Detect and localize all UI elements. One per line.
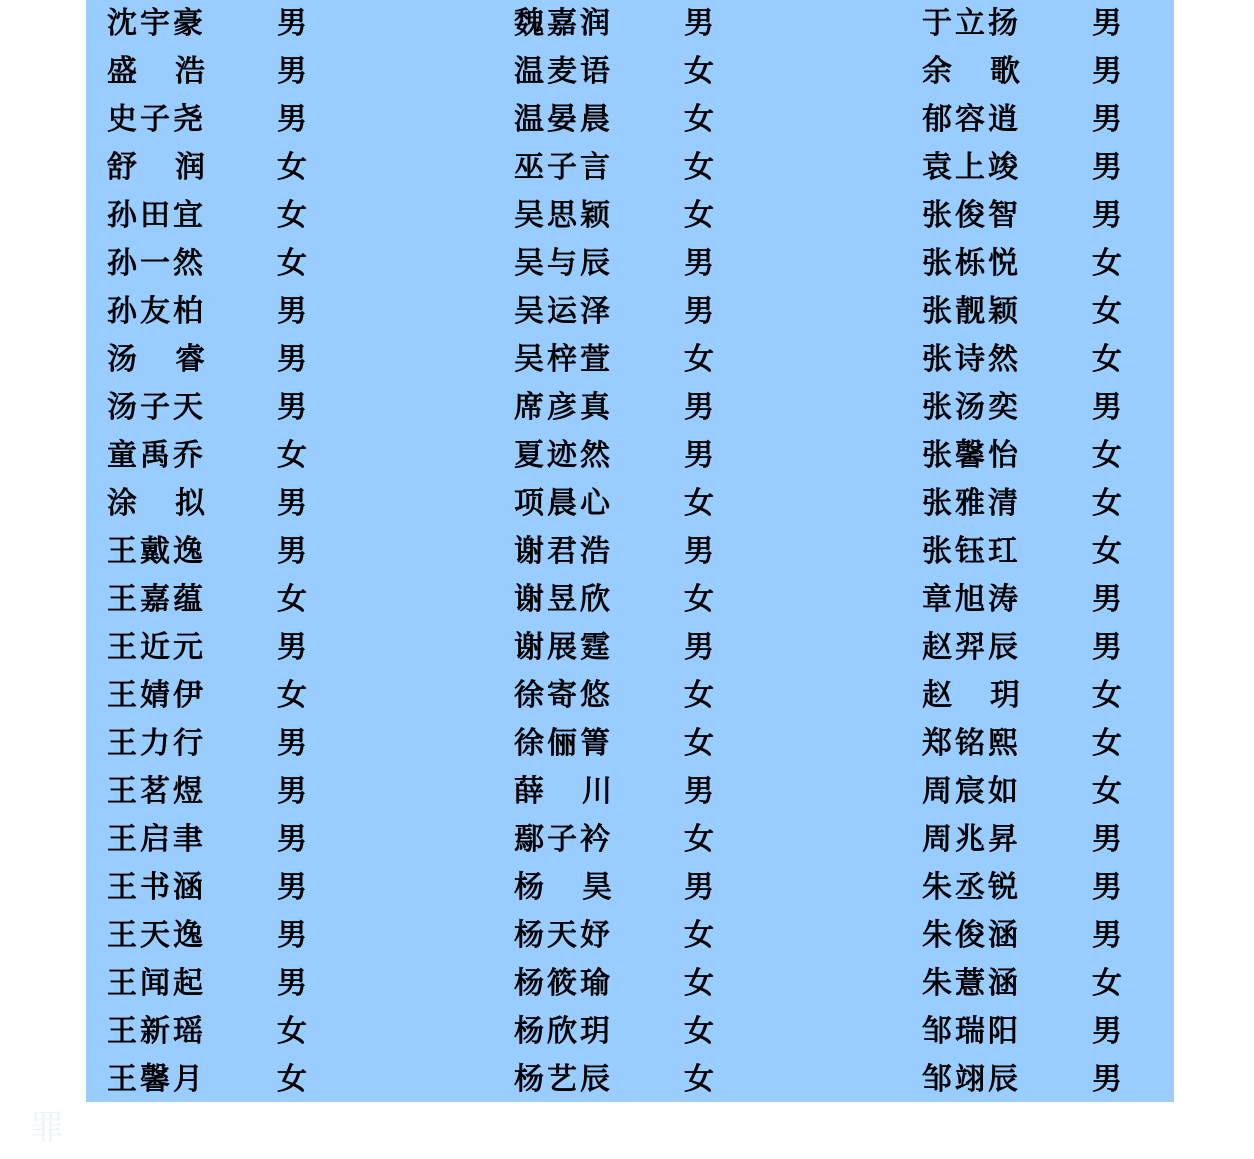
student-gender: 女 (277, 1014, 307, 1049)
table-row (514, 1056, 774, 1104)
table-row (922, 336, 1182, 384)
student-name: 王启聿 (107, 822, 206, 857)
table-row (514, 768, 774, 816)
table-row (922, 48, 1182, 96)
student-gender: 男 (1092, 1062, 1122, 1097)
student-gender: 女 (1092, 486, 1122, 521)
student-gender: 女 (1092, 342, 1122, 377)
table-row (922, 864, 1182, 912)
student-gender: 女 (1092, 294, 1122, 329)
student-name: 童禹乔 (107, 438, 206, 473)
table-row (107, 864, 367, 912)
student-name: 章旭涛 (922, 582, 1021, 617)
student-gender: 男 (1092, 870, 1122, 905)
student-name: 赵玥 (922, 678, 1058, 713)
student-gender: 男 (1092, 150, 1122, 185)
student-name: 徐寄悠 (514, 678, 613, 713)
student-gender: 男 (277, 342, 307, 377)
student-gender: 女 (684, 678, 714, 713)
student-gender: 女 (1092, 966, 1122, 1001)
student-gender: 男 (1092, 102, 1122, 137)
student-name: 薛川 (514, 774, 650, 809)
student-name: 王嘉蕴 (107, 582, 206, 617)
table-row (922, 624, 1182, 672)
student-gender: 女 (277, 198, 307, 233)
student-name: 涂拟 (107, 486, 243, 521)
table-row (107, 576, 367, 624)
student-gender: 女 (684, 1062, 714, 1097)
table-row (514, 96, 774, 144)
table-row (922, 1056, 1182, 1104)
student-name: 王近元 (107, 630, 206, 665)
student-name: 朱薏涵 (922, 966, 1021, 1001)
table-row (107, 720, 367, 768)
student-name: 张汤奕 (922, 390, 1021, 425)
student-name: 孙友柏 (107, 294, 206, 329)
student-name: 谢君浩 (514, 534, 613, 569)
table-row (107, 1056, 367, 1104)
student-name: 孙一然 (107, 246, 206, 281)
student-name: 鄢子衿 (514, 822, 613, 857)
table-row (514, 384, 774, 432)
student-name: 杨欣玥 (514, 1014, 613, 1049)
table-row (922, 240, 1182, 288)
student-gender: 男 (277, 966, 307, 1001)
student-name: 余歌 (922, 54, 1058, 89)
table-row (514, 1008, 774, 1056)
student-name: 吴梓萱 (514, 342, 613, 377)
student-name: 吴与辰 (514, 246, 613, 281)
student-gender: 男 (684, 6, 714, 41)
student-name: 张俊智 (922, 198, 1021, 233)
table-row (514, 240, 774, 288)
table-row (107, 240, 367, 288)
student-gender: 女 (277, 678, 307, 713)
student-gender: 男 (1092, 582, 1122, 617)
student-name: 温麦语 (514, 54, 613, 89)
student-name: 徐俪箐 (514, 726, 613, 761)
student-gender: 女 (277, 246, 307, 281)
student-gender: 男 (277, 630, 307, 665)
student-gender: 女 (277, 438, 307, 473)
student-gender: 女 (1092, 534, 1122, 569)
table-row (107, 480, 367, 528)
student-gender: 男 (1092, 54, 1122, 89)
student-gender: 男 (684, 438, 714, 473)
student-gender: 男 (1092, 6, 1122, 41)
student-name: 周宸如 (922, 774, 1021, 809)
student-gender: 男 (684, 390, 714, 425)
table-row (922, 384, 1182, 432)
student-gender: 男 (277, 918, 307, 953)
student-gender: 男 (1092, 390, 1122, 425)
student-name: 张栎悦 (922, 246, 1021, 281)
table-row (107, 0, 367, 48)
student-name: 史子尧 (107, 102, 206, 137)
student-gender: 男 (1092, 822, 1122, 857)
table-row (922, 912, 1182, 960)
student-gender: 男 (277, 534, 307, 569)
table-row (922, 192, 1182, 240)
table-row (107, 1008, 367, 1056)
table-row (107, 96, 367, 144)
table-row (514, 528, 774, 576)
student-name: 王力行 (107, 726, 206, 761)
table-row (514, 144, 774, 192)
student-gender: 女 (684, 486, 714, 521)
student-gender: 女 (684, 1014, 714, 1049)
student-gender: 女 (1092, 726, 1122, 761)
student-name: 王戴逸 (107, 534, 206, 569)
table-row (107, 192, 367, 240)
student-name: 盛浩 (107, 54, 243, 89)
table-row (107, 624, 367, 672)
table-row (107, 48, 367, 96)
student-gender: 男 (684, 870, 714, 905)
student-name: 张雅清 (922, 486, 1021, 521)
table-row (922, 768, 1182, 816)
student-gender: 男 (277, 294, 307, 329)
table-row (514, 816, 774, 864)
table-row (922, 720, 1182, 768)
student-gender: 男 (277, 774, 307, 809)
table-row (514, 576, 774, 624)
student-gender: 男 (684, 534, 714, 569)
student-name: 朱俊涵 (922, 918, 1021, 953)
student-name: 谢昱欣 (514, 582, 613, 617)
student-name: 魏嘉润 (514, 6, 613, 41)
student-gender: 男 (684, 294, 714, 329)
student-gender: 女 (684, 822, 714, 857)
student-name: 汤睿 (107, 342, 243, 377)
student-name: 项晨心 (514, 486, 613, 521)
student-gender: 女 (684, 54, 714, 89)
table-row (107, 384, 367, 432)
student-gender: 男 (277, 822, 307, 857)
student-list-table (86, 0, 1174, 1102)
student-name: 周兆昇 (922, 822, 1021, 857)
student-gender: 男 (277, 486, 307, 521)
student-name: 谢展霆 (514, 630, 613, 665)
student-name: 邹瑞阳 (922, 1014, 1021, 1049)
student-name: 杨筱瑜 (514, 966, 613, 1001)
student-gender: 男 (684, 774, 714, 809)
student-gender: 男 (277, 390, 307, 425)
student-gender: 男 (1092, 198, 1122, 233)
student-gender: 女 (684, 726, 714, 761)
student-name: 张诗然 (922, 342, 1021, 377)
table-row (514, 432, 774, 480)
student-name: 杨艺辰 (514, 1062, 613, 1097)
table-row (107, 336, 367, 384)
table-row (107, 672, 367, 720)
student-name: 王天逸 (107, 918, 206, 953)
student-name: 郁容逍 (922, 102, 1021, 137)
table-row (922, 0, 1182, 48)
table-row (107, 816, 367, 864)
student-gender: 男 (1092, 1014, 1122, 1049)
student-name: 王婧伊 (107, 678, 206, 713)
student-name: 汤子天 (107, 390, 206, 425)
table-row (922, 816, 1182, 864)
student-name: 王茗煜 (107, 774, 206, 809)
student-name: 舒润 (107, 150, 243, 185)
student-name: 袁上竣 (922, 150, 1021, 185)
table-row (922, 1008, 1182, 1056)
student-gender: 男 (277, 54, 307, 89)
table-row (107, 144, 367, 192)
student-gender: 男 (277, 6, 307, 41)
table-column (107, 0, 367, 1104)
student-name: 于立扬 (922, 6, 1021, 41)
student-name: 吴运泽 (514, 294, 613, 329)
student-gender: 女 (1092, 678, 1122, 713)
table-row (922, 576, 1182, 624)
student-name: 邹翊辰 (922, 1062, 1021, 1097)
table-row (514, 720, 774, 768)
student-gender: 女 (1092, 438, 1122, 473)
student-name: 王新瑶 (107, 1014, 206, 1049)
table-row (922, 432, 1182, 480)
student-name: 郑铭熙 (922, 726, 1021, 761)
student-gender: 男 (277, 726, 307, 761)
table-row (922, 960, 1182, 1008)
student-name: 吴思颖 (514, 198, 613, 233)
student-name: 杨昊 (514, 870, 650, 905)
table-column (922, 0, 1182, 1104)
student-name: 杨天妤 (514, 918, 613, 953)
table-row (514, 192, 774, 240)
table-row (107, 768, 367, 816)
table-row (922, 480, 1182, 528)
table-row (514, 288, 774, 336)
student-name: 王书涵 (107, 870, 206, 905)
student-gender: 男 (684, 630, 714, 665)
table-row (107, 432, 367, 480)
student-name: 孙田宜 (107, 198, 206, 233)
student-name: 沈宇豪 (107, 6, 206, 41)
student-name: 张钰玒 (922, 534, 1021, 569)
student-gender: 女 (684, 150, 714, 185)
student-name: 王闻起 (107, 966, 206, 1001)
table-row (514, 672, 774, 720)
student-gender: 女 (277, 582, 307, 617)
student-gender: 女 (684, 582, 714, 617)
student-name: 温晏晨 (514, 102, 613, 137)
table-row (922, 96, 1182, 144)
table-row (514, 912, 774, 960)
student-gender: 男 (1092, 630, 1122, 665)
table-row (514, 960, 774, 1008)
table-row (514, 48, 774, 96)
student-name: 席彦真 (514, 390, 613, 425)
student-name: 王馨月 (107, 1062, 206, 1097)
table-row (922, 528, 1182, 576)
student-gender: 男 (277, 870, 307, 905)
table-row (107, 528, 367, 576)
student-gender: 女 (684, 198, 714, 233)
student-gender: 男 (277, 102, 307, 137)
table-row (107, 288, 367, 336)
student-gender: 男 (684, 246, 714, 281)
table-row (107, 912, 367, 960)
table-row (922, 144, 1182, 192)
student-gender: 女 (277, 1062, 307, 1097)
table-row (514, 336, 774, 384)
table-row (514, 0, 774, 48)
student-gender: 女 (684, 918, 714, 953)
student-name: 张靓颖 (922, 294, 1021, 329)
table-row (107, 960, 367, 1008)
student-name: 赵羿辰 (922, 630, 1021, 665)
table-row (514, 864, 774, 912)
faint-watermark: 罪 (30, 1108, 64, 1148)
student-name: 张馨怡 (922, 438, 1021, 473)
student-gender: 女 (684, 102, 714, 137)
student-name: 夏迹然 (514, 438, 613, 473)
table-row (514, 624, 774, 672)
student-name: 朱丞锐 (922, 870, 1021, 905)
student-gender: 女 (684, 342, 714, 377)
student-name: 巫子言 (514, 150, 613, 185)
student-gender: 女 (277, 150, 307, 185)
student-gender: 男 (1092, 918, 1122, 953)
student-gender: 女 (684, 966, 714, 1001)
table-row (922, 288, 1182, 336)
table-column (514, 0, 774, 1104)
student-gender: 女 (1092, 774, 1122, 809)
table-row (514, 480, 774, 528)
table-row (922, 672, 1182, 720)
student-gender: 女 (1092, 246, 1122, 281)
